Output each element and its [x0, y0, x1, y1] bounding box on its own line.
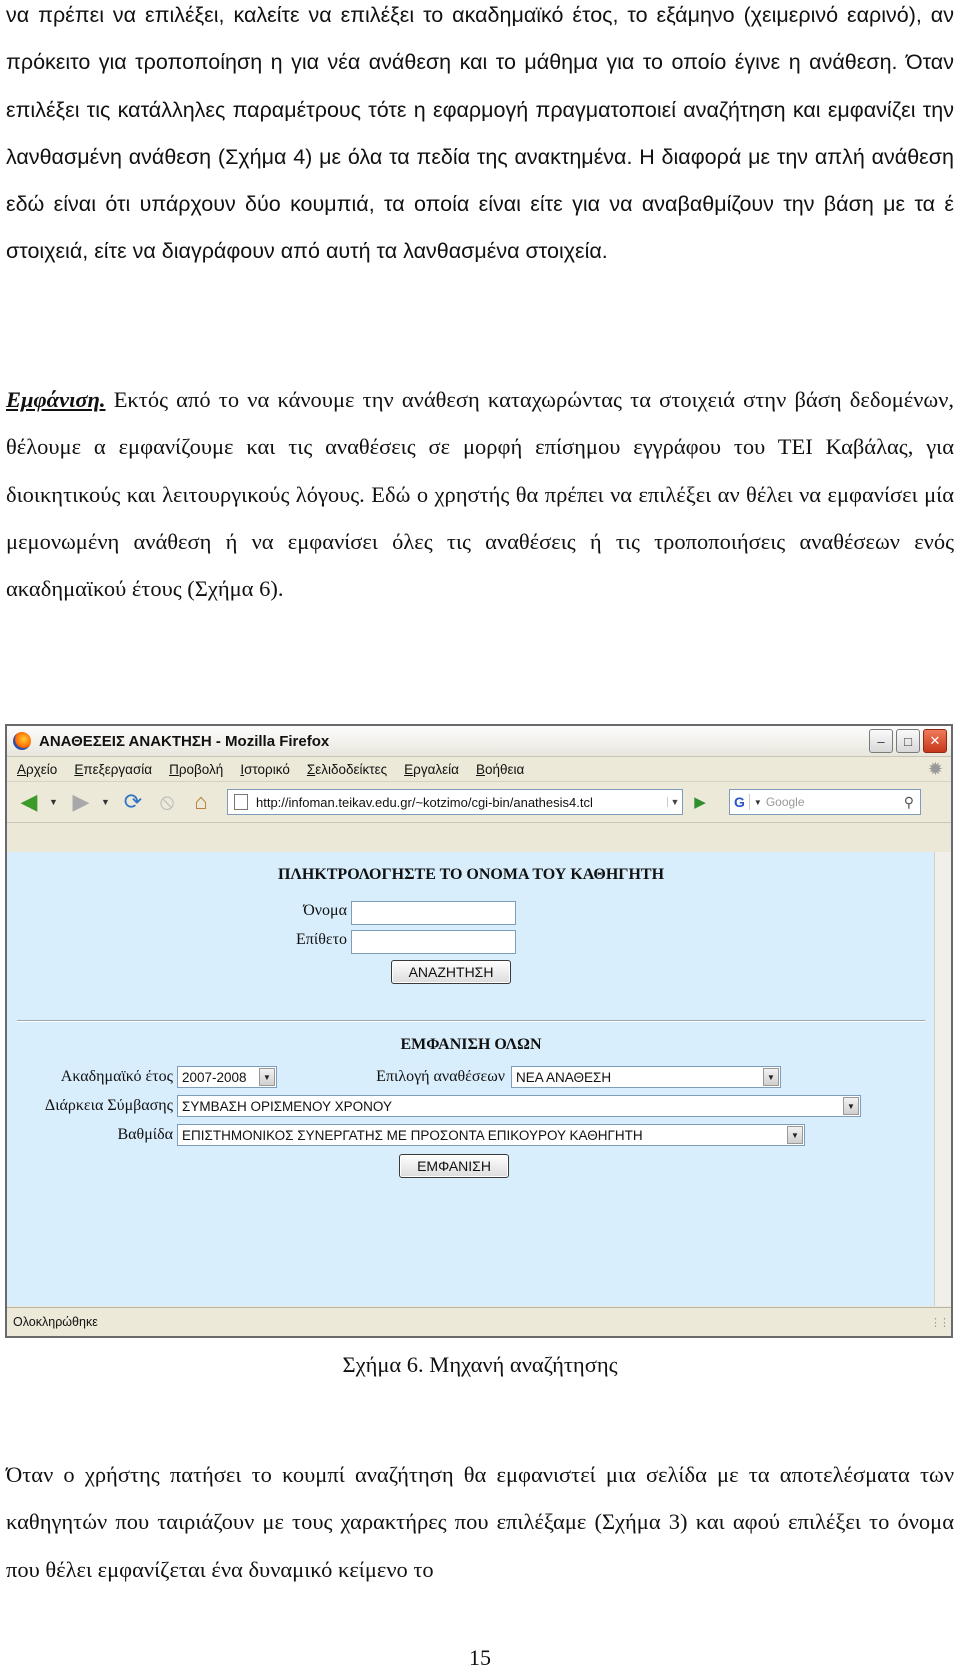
paragraph-body: Εκτός από το να κάνουμε την ανάθεση καταχωρώντας τα στοιχειά στην βάση δεδομένων, θέλουμε α εμφανίζουμε και τις αναθέσεις σε μορφή επίσημου εγγράφου του ΤΕΙ Καβάλας, για διοικητικούς και λειτουργικούς λόγους. Εδώ ο χρηστής θα πρέπει να επιλέξει αν θέλει να εμφανίσει μία μεμονωμένη ανάθεση ή να εμφανίσει όλες τις αναθέσεις ή τις τροποποιήσεις αναθέσεων ενός ακαδημαϊκού έτους (Σχήμα 6).	[6, 387, 954, 602]
bookmarks-toolbar	[7, 823, 951, 854]
section-heading: Εμφάνιση.	[6, 387, 106, 412]
page-icon	[234, 794, 248, 810]
scrollbar[interactable]	[934, 852, 951, 1306]
menu-history[interactable]: Ιστορικό	[240, 761, 290, 777]
chevron-down-icon[interactable]: ▼	[787, 1126, 803, 1144]
menu-view[interactable]: Προβολή	[169, 761, 224, 777]
chevron-down-icon[interactable]: ▼	[763, 1068, 779, 1086]
back-arrow-icon[interactable]: ◀	[20, 789, 38, 814]
search-placeholder: Google	[765, 795, 805, 809]
assign-label: Επιλογή αναθέσεων	[376, 1068, 505, 1085]
minimize-button[interactable]: –	[869, 729, 893, 753]
show-button[interactable]: ΕΜΦΑΝΙΣΗ	[399, 1154, 509, 1178]
home-icon[interactable]: ⌂	[194, 789, 208, 814]
assign-value: ΝΕΑ ΑΝΑΘΕΣΗ	[516, 1069, 612, 1085]
divider	[17, 1020, 925, 1022]
close-button[interactable]: ✕	[923, 729, 947, 753]
chevron-down-icon[interactable]: ▼	[753, 797, 762, 807]
menu-help[interactable]: Βοήθεια	[475, 761, 525, 777]
maximize-button[interactable]: □	[896, 729, 920, 753]
rank-select[interactable]	[177, 1124, 805, 1146]
name-input[interactable]	[351, 901, 516, 925]
resize-grip-icon[interactable]: ⋮⋮	[930, 1316, 948, 1329]
paragraph-closing: Όταν ο χρήστης πατήσει το κουμπί αναζήτηση θα εμφανιστεί μια σελίδα με τα αποτελέσματα των καθηγητών που ταιριάζουν με τους χαρακτήρες που επιλέξαμε (Σχήμα 3) και αφού επιλέξει το όνομα που θέλει εμφανίζεται ένα δυναμικό κείμενο το	[6, 1462, 954, 1582]
rank-label: Βαθμίδα	[117, 1126, 173, 1143]
chevron-down-icon[interactable]: ▼	[49, 797, 58, 807]
google-icon[interactable]: G	[730, 794, 750, 810]
search-box[interactable]	[729, 789, 921, 815]
stop-icon[interactable]: ⦸	[159, 789, 175, 814]
assign-select[interactable]	[511, 1066, 781, 1088]
menu-bar	[7, 757, 951, 782]
url-text: http://infoman.teikav.edu.gr/~kotzimo/cgi-bin/anathesis4.tcl	[256, 794, 593, 810]
chevron-down-icon[interactable]: ▼	[101, 797, 110, 807]
year-value: 2007-2008	[182, 1069, 247, 1085]
status-text: Ολοκληρώθηκε	[13, 1315, 98, 1329]
surname-label: Επίθετο	[296, 931, 347, 948]
paragraph-emfanisi	[6, 376, 954, 612]
name-label: Όνομα	[303, 902, 347, 919]
menu-edit[interactable]: Επεξεργασία	[74, 761, 153, 777]
page-number: 15	[469, 1645, 491, 1670]
throbber-icon: ✹	[927, 758, 943, 779]
go-icon[interactable]: ▶	[694, 794, 706, 811]
window-title: ΑΝΑΘΕΣΕΙΣ ΑΝΑΚΤΗΣΗ - Mozilla Firefox	[39, 732, 330, 750]
figure-caption: Σχήμα 6. Μηχανή αναζήτησης	[342, 1352, 618, 1377]
forward-arrow-icon[interactable]: ▶	[72, 789, 90, 814]
search-button[interactable]: ΑΝΑΖΗΤΗΣΗ	[391, 960, 511, 984]
status-bar	[7, 1307, 951, 1336]
chevron-down-icon[interactable]: ▼	[667, 797, 682, 807]
menu-tools[interactable]: Εργαλεία	[404, 761, 459, 777]
form-heading-show-all: ΕΜΦΑΝΙΣΗ ΟΛΩΝ	[400, 1036, 542, 1053]
paragraph-intro: να πρέπει να επιλέξει, καλείτε να επιλέξει το ακαδημαϊκό έτος, το εξάμηνο (χειμερινό εαρινό), αν πρόκειτο για τροποποίηση η για νέα ανάθεση και το μάθημα για το οποίο έγινε η ανάθεση. Όταν επιλέξει τις κατάλληλες παραμέτρους τότε η εφαρμογή πραγματοποιεί αναζήτηση και εμφανίζει την λανθασμένη ανάθεση (Σχήμα 4) με όλα τα πεδία της ανακτημένα. Η διαφορά με την απλή ανάθεση εδώ είναι ότι υπάρχουν δύο κουμπιά, τα οποία είναι είτε για να αναβαθμίζουν την βάση με τα έ στοιχειά, είτε να διαγράφουν από αυτή τα λανθασμένα στοιχεία.	[6, 3, 954, 264]
year-label: Ακαδημαϊκό έτος	[60, 1068, 173, 1085]
navigation-toolbar	[7, 782, 951, 823]
contract-value: ΣΥΜΒΑΣΗ ΟΡΙΣΜΕΝΟΥ ΧΡΟΝΟΥ	[182, 1098, 392, 1114]
contract-label: Διάρκεια Σύμβασης	[44, 1097, 173, 1114]
search-icon[interactable]: ⚲	[903, 793, 914, 810]
form-heading-search: ΠΛΗΚΤΡΟΛΟΓΗΣΤΕ ΤΟ ΟΝΟΜΑ ΤΟΥ ΚΑΘΗΓΗΤΗ	[277, 866, 665, 883]
rank-value: ΕΠΙΣΤΗΜΟΝΙΚΟΣ ΣΥΝΕΡΓΑΤΗΣ ΜΕ ΠΡΟΣΟΝΤΑ ΕΠΙΚΟΥΡΟΥ ΚΑΘΗΓΗΤΗ	[182, 1127, 643, 1143]
menu-bookmarks[interactable]: Σελιδοδείκτες	[306, 761, 388, 777]
chevron-down-icon[interactable]: ▼	[843, 1097, 859, 1115]
page-content	[7, 852, 951, 1306]
firefox-icon	[13, 732, 31, 750]
contract-select[interactable]	[177, 1095, 861, 1117]
chevron-down-icon[interactable]: ▼	[259, 1068, 275, 1086]
browser-window	[5, 724, 953, 1338]
year-select[interactable]	[177, 1066, 277, 1088]
menu-file[interactable]: Αρχείο	[17, 761, 58, 777]
address-bar[interactable]	[227, 789, 683, 815]
surname-input[interactable]	[351, 930, 516, 954]
reload-icon[interactable]: ⟳	[123, 789, 143, 814]
title-bar	[7, 726, 951, 757]
